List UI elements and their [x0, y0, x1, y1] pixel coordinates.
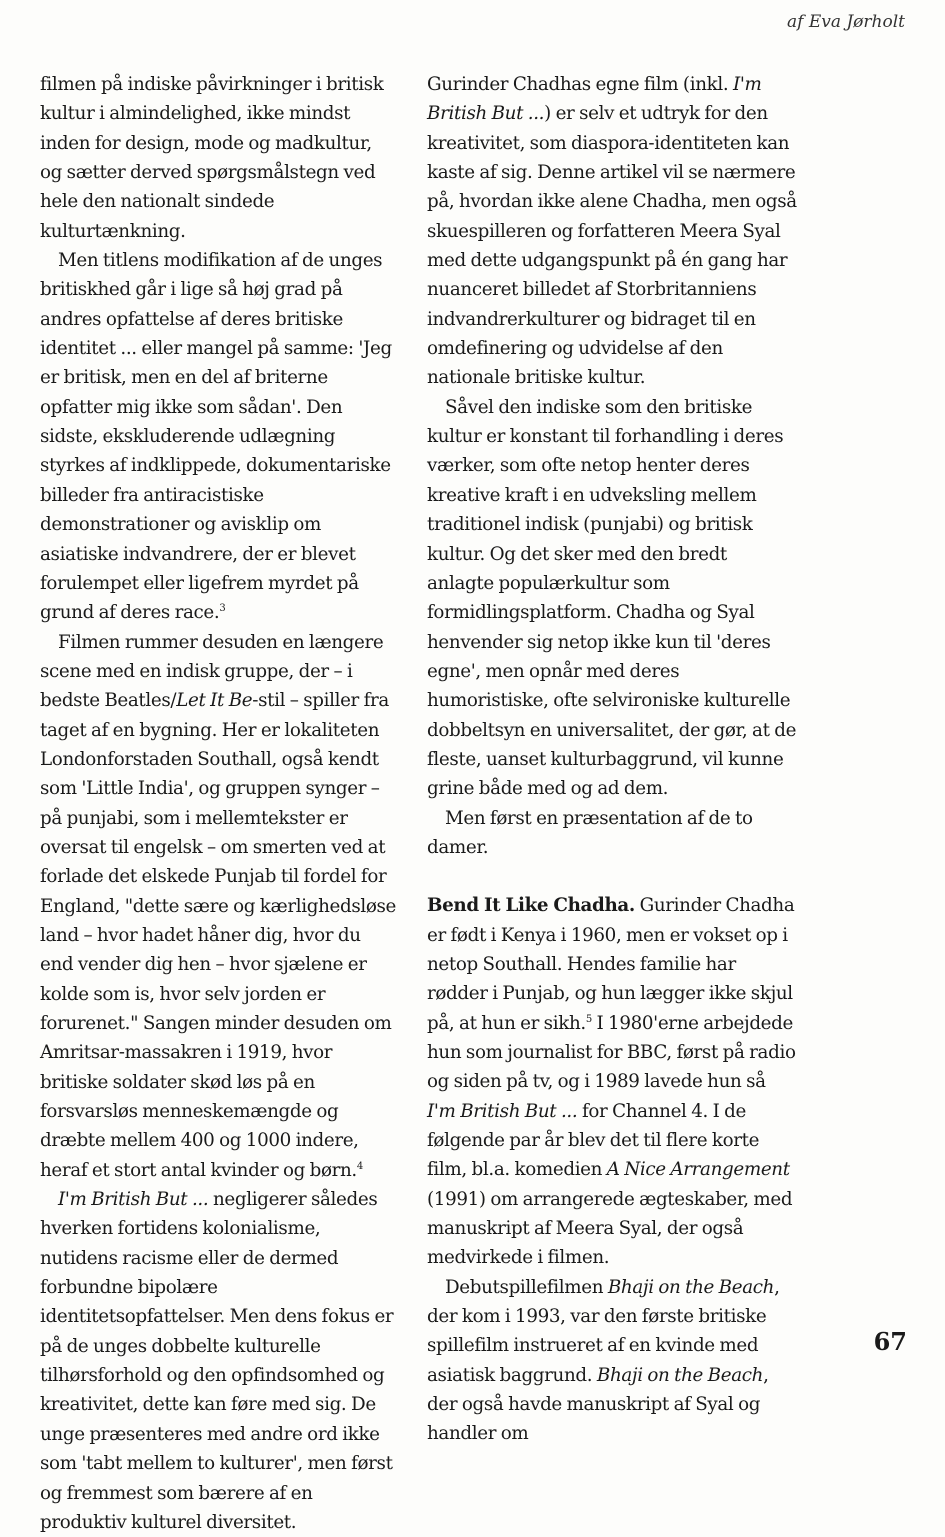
- footnote-ref[interactable]: 4: [356, 1160, 363, 1172]
- page-number: 67: [873, 1327, 907, 1356]
- paragraph: I'm British But ... negligerer således hverken fortidens kolonialisme, nutidens racisme eller de dermed forbundne bipolære identitetsopfattelser. Men dens fokus er på de unges dobbelte kulturelle tilhørsforhold og den opfindsomhed og kreativitet, dette kan føre med sig. De unge præsenteres med andre ord ikke som 'tabt mellem to kulturer', men først og fremmest som bærere af en produktiv kulturel diversitet.: [40, 1189, 394, 1533]
- footnote-ref[interactable]: 3: [219, 603, 226, 615]
- paragraph: Gurinder Chadhas egne film (inkl. I'm British But ...) er selv et udtryk for den kreativitet, som diaspora-identiteten kan kaste af sig. Denne artikel vil se nærmere på, hvordan ikke alene Chadha, men også skuespilleren og forfatteren Meera Syal med dette udgangspunkt på én gang har nuanceret billedet af Storbritanniens indvandrerkulturer og bidraget til en omdefinering og udvidelse af den nationale britiske kultur.: [427, 74, 797, 389]
- paragraph: Såvel den indiske som den britiske kultur er konstant til forhandling i deres værker, som ofte netop henter deres kreative kraft i en udveksling mellem traditionel indisk (punjabi) og britisk kultur. Og det sker med den bredt anlagte populærkultur som formidlingsplatform. Chadha og Syal henvender sig netop ikke kun til 'deres egne', men opnår med deres humoristiske, ofte selvironiske kulturelle dobbeltsyn en universalitet, der gør, at de fleste, uanset kulturbaggrund, vil kunne grine både med og ad dem.: [427, 396, 797, 800]
- paragraph: Filmen rummer desuden en længere scene med en indisk gruppe, der – i bedste Beatles/Let It Be-stil – spiller fra taget af en bygning. Her er lokaliteten Londonforstaden Southall, også kendt som 'Little India', og gruppen synger – på punjabi, som i mellemtekster er oversat til engelsk – om smerten ved at forlade det elskede Punjab til fordel for England, "dette sære og kærlighedsløse land – hvor hadet håner dig, hvor du end vender dig hen – hvor sjælene er kolde som is, hvor selv jorden er forurenet." Sangen minder desuden om Amritsar-massakren i 1919, hvor britiske soldater skød løs på en forsvarsløs menneskemængde og dræbte mellem 400 og 1000 indere, heraf et stort antal kvinder og børn.$^4$: [40, 631, 396, 1181]
- film-title: Bhaji on the Beach: [607, 1276, 775, 1298]
- paragraph: Debutspillefilmen Bhaji on the Beach, der kom i 1993, var den første britiske spillefilm instrueret af en kvinde med asiatisk baggrund. Bhaji on the Beach, der også havde manuskript af Syal og handler om: [427, 1276, 780, 1445]
- film-title: Let It Be: [176, 690, 253, 712]
- film-title: I'm British But ...: [427, 74, 762, 125]
- right-column: [427, 70, 797, 1449]
- footnote-ref[interactable]: 5: [585, 1013, 592, 1025]
- section-heading: Bend It Like Chadha.: [427, 895, 635, 917]
- running-header-author: af Eva Jørholt: [786, 12, 905, 32]
- film-title: A Nice Arrangement: [606, 1159, 790, 1181]
- paragraph: Bend It Like Chadha. Gurinder Chadha er født i Kenya i 1960, men er vokset op i netop Southall. Hendes familie har rødder i Punjab, og hun lægger ikke skjul på, at hun er sikh.$^5$ I 1980'erne arbejdede hun som journalist for BBC, først på radio og siden på tv, og i 1989 lavede hun så I'm British But ... for Channel 4. I de følgende par år blev det til flere korte film, bl.a. komedien A Nice Arrangement (1991) om arrangerede ægteskaber, med manuskript af Meera Syal, der også medvirkede i filmen.: [427, 895, 796, 1269]
- film-title: I'm British But ...: [58, 1189, 209, 1211]
- film-title: Bhaji on the Beach: [596, 1364, 764, 1386]
- paragraph: Men titlens modifikation af de unges britiskhed går i lige så høj grad på andres opfattelse af deres britiske identitet ... eller mangel på samme: 'Jeg er britisk, men en del af briterne opfatter mig ikke som sådan'. Den sidste, ekskluderende udlægning styrkes af indklippede, dokumentariske billeder fra antiracistiske demonstrationer og avisklip om asiatiske indvandrere, der er blevet forulempet eller ligefrem myrdet på grund af deres race.$^3$: [40, 250, 392, 624]
- left-column: [40, 70, 396, 1537]
- film-title: I'm British But ...: [427, 1100, 578, 1122]
- paragraph: filmen på indiske påvirkninger i britisk kultur i almindelighed, ikke mindst inden for design, mode og madkultur, og sætter derved spørgsmålstegn ved hele den nationalt sindede kulturtænkning.: [40, 74, 384, 242]
- paragraph: Men først en præsentation af de to damer.: [427, 807, 753, 858]
